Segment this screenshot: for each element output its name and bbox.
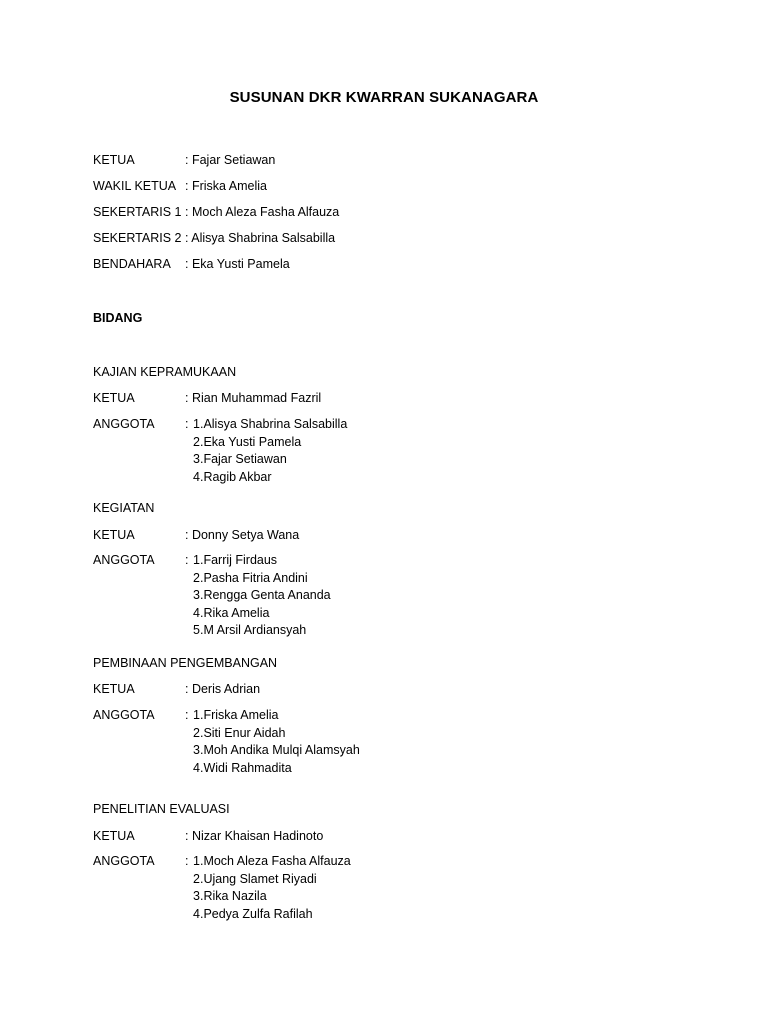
list-item: : 1.Moch Aleza Fasha Alfauza — [185, 854, 351, 868]
anggota-list — [185, 707, 360, 777]
bidang-heading: BIDANG — [93, 311, 143, 325]
officer-label: SEKERTARIS 1 — [93, 205, 182, 219]
ketua-name: : Nizar Khaisan Hadinoto — [185, 828, 323, 844]
document-title: SUSUNAN DKR KWARRAN SUKANAGARA — [229, 89, 539, 106]
list-item: 2.Eka Yusti Pamela — [193, 434, 302, 449]
list-item: 3.Moh Andika Mulqi Alamsyah — [193, 743, 360, 757]
officer-label: WAKIL KETUA — [93, 179, 177, 193]
anggota-list — [185, 853, 351, 923]
list-item: 5.M Arsil Ardiansyah — [193, 623, 307, 637]
list-item: : 1.Friska Amelia — [185, 708, 279, 722]
list-item: 3.Fajar Setiawan — [193, 452, 287, 466]
list-item: 3.Rika Nazila — [193, 889, 267, 903]
list-item: : 1.Alisya Shabrina Salsabilla — [185, 417, 348, 431]
ketua-name: : Rian Muhammad Fazril — [185, 390, 321, 406]
division-name: KEGIATAN — [93, 501, 155, 515]
division-name: PENELITIAN EVALUASI — [93, 802, 230, 816]
officer-name: : Friska Amelia — [185, 178, 267, 194]
officer-name: : Alisya Shabrina Salsabilla — [185, 230, 335, 246]
anggota-list — [185, 552, 331, 640]
ketua-label: KETUA — [93, 391, 135, 405]
anggota-label: ANGGOTA — [93, 417, 155, 431]
list-item: 2.Ujang Slamet Riyadi — [193, 871, 317, 886]
list-item: 2.Pasha Fitria Andini — [193, 570, 308, 585]
officer-name: : Moch Aleza Fasha Alfauza — [185, 204, 339, 220]
anggota-label: ANGGOTA — [93, 708, 155, 722]
ketua-name: : Donny Setya Wana — [185, 527, 299, 543]
anggota-label: ANGGOTA — [93, 854, 155, 868]
officer-name: : Fajar Setiawan — [185, 152, 275, 168]
list-item: 3.Rengga Genta Ananda — [193, 588, 331, 602]
list-item: 2.Siti Enur Aidah — [193, 725, 286, 740]
officer-label: KETUA — [93, 153, 135, 167]
list-item: : 1.Farrij Firdaus — [185, 553, 278, 567]
officer-label: BENDAHARA — [93, 257, 171, 271]
anggota-list — [185, 416, 347, 486]
ketua-name: : Deris Adrian — [185, 681, 260, 697]
list-item: 4.Widi Rahmadita — [193, 760, 292, 775]
division-name: KAJIAN KEPRAMUKAAN — [93, 365, 237, 379]
list-item: 4.Ragib Akbar — [193, 469, 272, 484]
officer-name: : Eka Yusti Pamela — [185, 256, 290, 272]
list-item: 4.Rika Amelia — [193, 605, 270, 620]
officer-label: SEKERTARIS 2 — [93, 231, 182, 245]
anggota-label: ANGGOTA — [93, 553, 155, 567]
ketua-label: KETUA — [93, 682, 135, 696]
division-name: PEMBINAAN PENGEMBANGAN — [93, 656, 278, 670]
ketua-label: KETUA — [93, 528, 135, 542]
list-item: 4.Pedya Zulfa Rafilah — [193, 906, 313, 921]
ketua-label: KETUA — [93, 829, 135, 843]
